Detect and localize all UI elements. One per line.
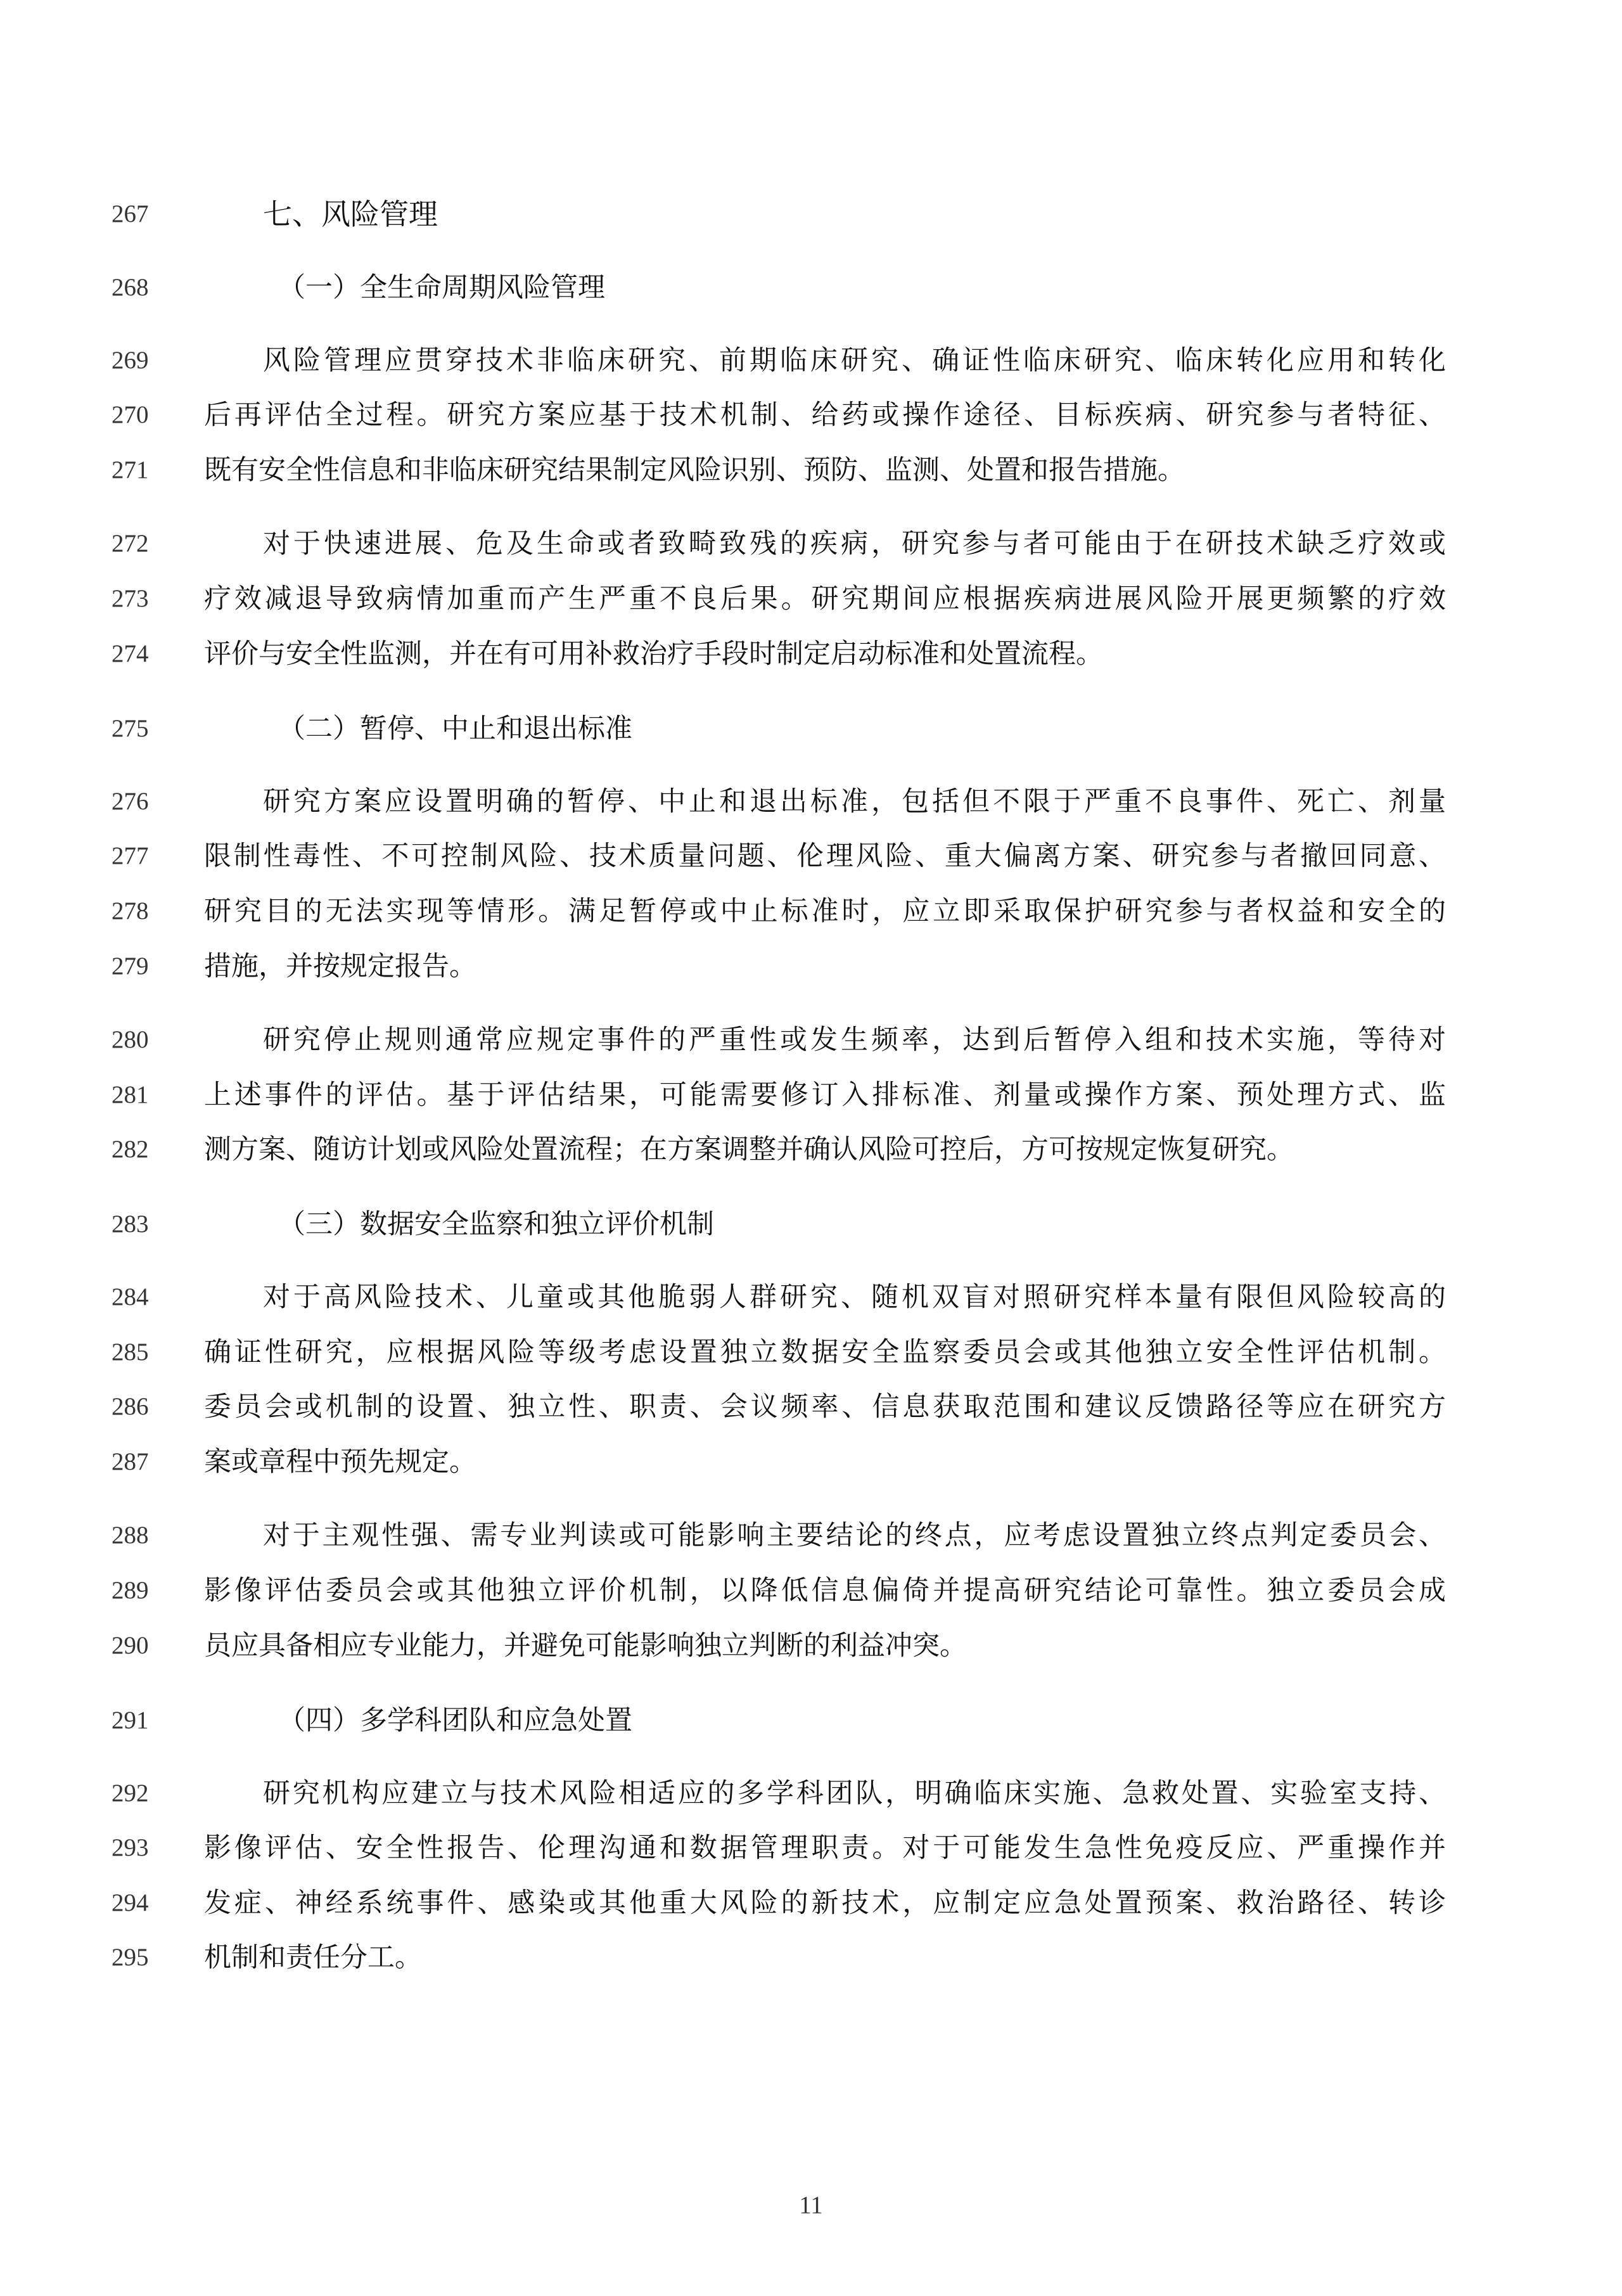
text-line: [0, 1272, 1622, 1323]
text-line: [0, 1124, 1622, 1175]
line-text: 发症、神经系统事件、感染或其他重大风险的新技术，应制定应急处置预案、救治路径、转诊: [204, 1887, 1446, 1919]
line-number: 285: [112, 1338, 149, 1366]
line-number: 268: [112, 274, 149, 301]
text-line: [0, 1510, 1622, 1561]
text-line: [0, 831, 1622, 882]
line-text: 对于主观性强、需专业判读或可能影响主要结论的终点，应考虑设置独立终点判定委员会、: [263, 1520, 1446, 1551]
text-line: [0, 1565, 1622, 1616]
subsection-title: （一）全生命周期风险管理: [278, 272, 605, 304]
line-number: 271: [112, 456, 149, 484]
line-number: 278: [112, 897, 149, 925]
line-text: 案或章程中预先规定。: [204, 1446, 476, 1478]
text-line: [0, 886, 1622, 937]
line-number: 277: [112, 842, 149, 869]
line-number: 292: [112, 1780, 149, 1807]
text-line: [0, 445, 1622, 496]
subsection-heading: [0, 262, 1622, 313]
text-line: [0, 776, 1622, 827]
line-text: 研究机构应建立与技术风险相适应的多学科团队，明确临床实施、急救处置、实验室支持、: [263, 1778, 1446, 1809]
line-text: 对于高风险技术、儿童或其他脆弱人群研究、随机双盲对照研究样本量有限但风险较高的: [263, 1281, 1446, 1313]
section-title: 七、风险管理: [263, 197, 438, 231]
subsection-title: （二）暂停、中止和退出标准: [278, 713, 632, 745]
line-text: 对于快速进展、危及生命或者致畸致残的疾病，研究参与者可能由于在研技术缺乏疗效或: [263, 528, 1446, 560]
line-number: 270: [112, 401, 149, 428]
line-number: 293: [112, 1834, 149, 1861]
text-line: [0, 1823, 1622, 1873]
line-text: 测方案、随访计划或风险处置流程；在方案调整并确认风险可控后，方可按规定恢复研究。: [204, 1134, 1294, 1165]
text-line: [0, 335, 1622, 386]
line-text: 委员会或机制的设置、独立性、职责、会议频率、信息获取范围和建议反馈路径等应在研究方: [204, 1391, 1446, 1423]
subsection-heading: [0, 1199, 1622, 1250]
line-number: 288: [112, 1522, 149, 1549]
line-text: 研究停止规则通常应规定事件的严重性或发生频率，达到后暂停入组和技术实施，等待对: [263, 1024, 1446, 1056]
line-text: 员应具备相应专业能力，并避免可能影响独立判断的利益冲突。: [204, 1630, 967, 1662]
line-text: 风险管理应贯穿技术非临床研究、前期临床研究、确证性临床研究、临床转化应用和转化: [263, 345, 1446, 376]
text-line: [0, 1437, 1622, 1487]
line-number: 291: [112, 1707, 149, 1734]
line-text: 研究目的无法实现等情形。满足暂停或中止标准时，应立即采取保护研究参与者权益和安全的: [204, 895, 1446, 927]
line-number: 275: [112, 715, 149, 742]
text-line: [0, 1878, 1622, 1928]
line-text: 评价与安全性监测，并在有可用补救治疗手段时制定启动标准和处置流程。: [204, 638, 1103, 670]
line-text: 确证性研究，应根据风险等级考虑设置独立数据安全监察委员会或其他独立安全性评估机制。: [204, 1337, 1446, 1368]
line-number: 289: [112, 1577, 149, 1604]
line-number: 290: [112, 1632, 149, 1659]
text-line: [0, 1070, 1622, 1120]
line-number: 284: [112, 1283, 149, 1311]
line-text: 影像评估委员会或其他独立评价机制，以降低信息偏倚并提高研究结论可靠性。独立委员会成: [204, 1575, 1446, 1607]
subsection-heading: [0, 1695, 1622, 1746]
line-number: 295: [112, 1944, 149, 1971]
line-number: 269: [112, 347, 149, 374]
text-line: [0, 1015, 1622, 1065]
page-number: 11: [799, 2191, 823, 2219]
line-text: 措施，并按规定报告。: [204, 951, 476, 982]
line-number: 276: [112, 788, 149, 815]
line-number: 273: [112, 585, 149, 612]
subsection-heading: [0, 703, 1622, 754]
line-number: 283: [112, 1210, 149, 1238]
text-line: [0, 1932, 1622, 1983]
line-number: 274: [112, 640, 149, 667]
text-line: [0, 574, 1622, 624]
line-number: 272: [112, 530, 149, 557]
line-text: 疗效减退导致病情加重而产生严重不良后果。研究期间应根据疾病进展风险开展更频繁的疗效: [204, 583, 1446, 615]
line-text: 机制和责任分工。: [204, 1942, 422, 1973]
line-number: 281: [112, 1081, 149, 1108]
text-line: [0, 390, 1622, 440]
text-line: [0, 1620, 1622, 1671]
subsection-title: （四）多学科团队和应急处置: [278, 1705, 632, 1736]
text-line: [0, 629, 1622, 679]
line-text: 既有安全性信息和非临床研究结果制定风险识别、预防、监测、处置和报告措施。: [204, 454, 1185, 486]
line-number: 287: [112, 1448, 149, 1475]
text-line: [0, 941, 1622, 992]
line-number: 286: [112, 1393, 149, 1420]
line-text: 后再评估全过程。研究方案应基于技术机制、给药或操作途径、目标疾病、研究参与者特征、: [204, 399, 1446, 431]
line-text: 限制性毒性、不可控制风险、技术质量问题、伦理风险、重大偏离方案、研究参与者撤回同意、: [204, 840, 1446, 872]
text-line: [0, 518, 1622, 569]
line-number: 282: [112, 1136, 149, 1163]
line-text: 上述事件的评估。基于评估结果，可能需要修订入排标准、剂量或操作方案、预处理方式、监: [204, 1079, 1446, 1111]
line-number: 294: [112, 1889, 149, 1916]
text-line: [0, 1327, 1622, 1378]
line-text: 影像评估、安全性报告、伦理沟通和数据管理职责。对于可能发生急性免疫反应、严重操作并: [204, 1832, 1446, 1864]
line-text: 研究方案应设置明确的暂停、中止和退出标准，包括但不限于严重不良事件、死亡、剂量: [263, 786, 1446, 818]
text-line: [0, 1382, 1622, 1432]
line-number: 280: [112, 1026, 149, 1053]
text-line: [0, 1768, 1622, 1819]
line-number: 267: [112, 200, 149, 228]
subsection-title: （三）数据安全监察和独立评价机制: [278, 1209, 714, 1240]
section-heading: [0, 189, 1622, 240]
line-number: 279: [112, 952, 149, 980]
